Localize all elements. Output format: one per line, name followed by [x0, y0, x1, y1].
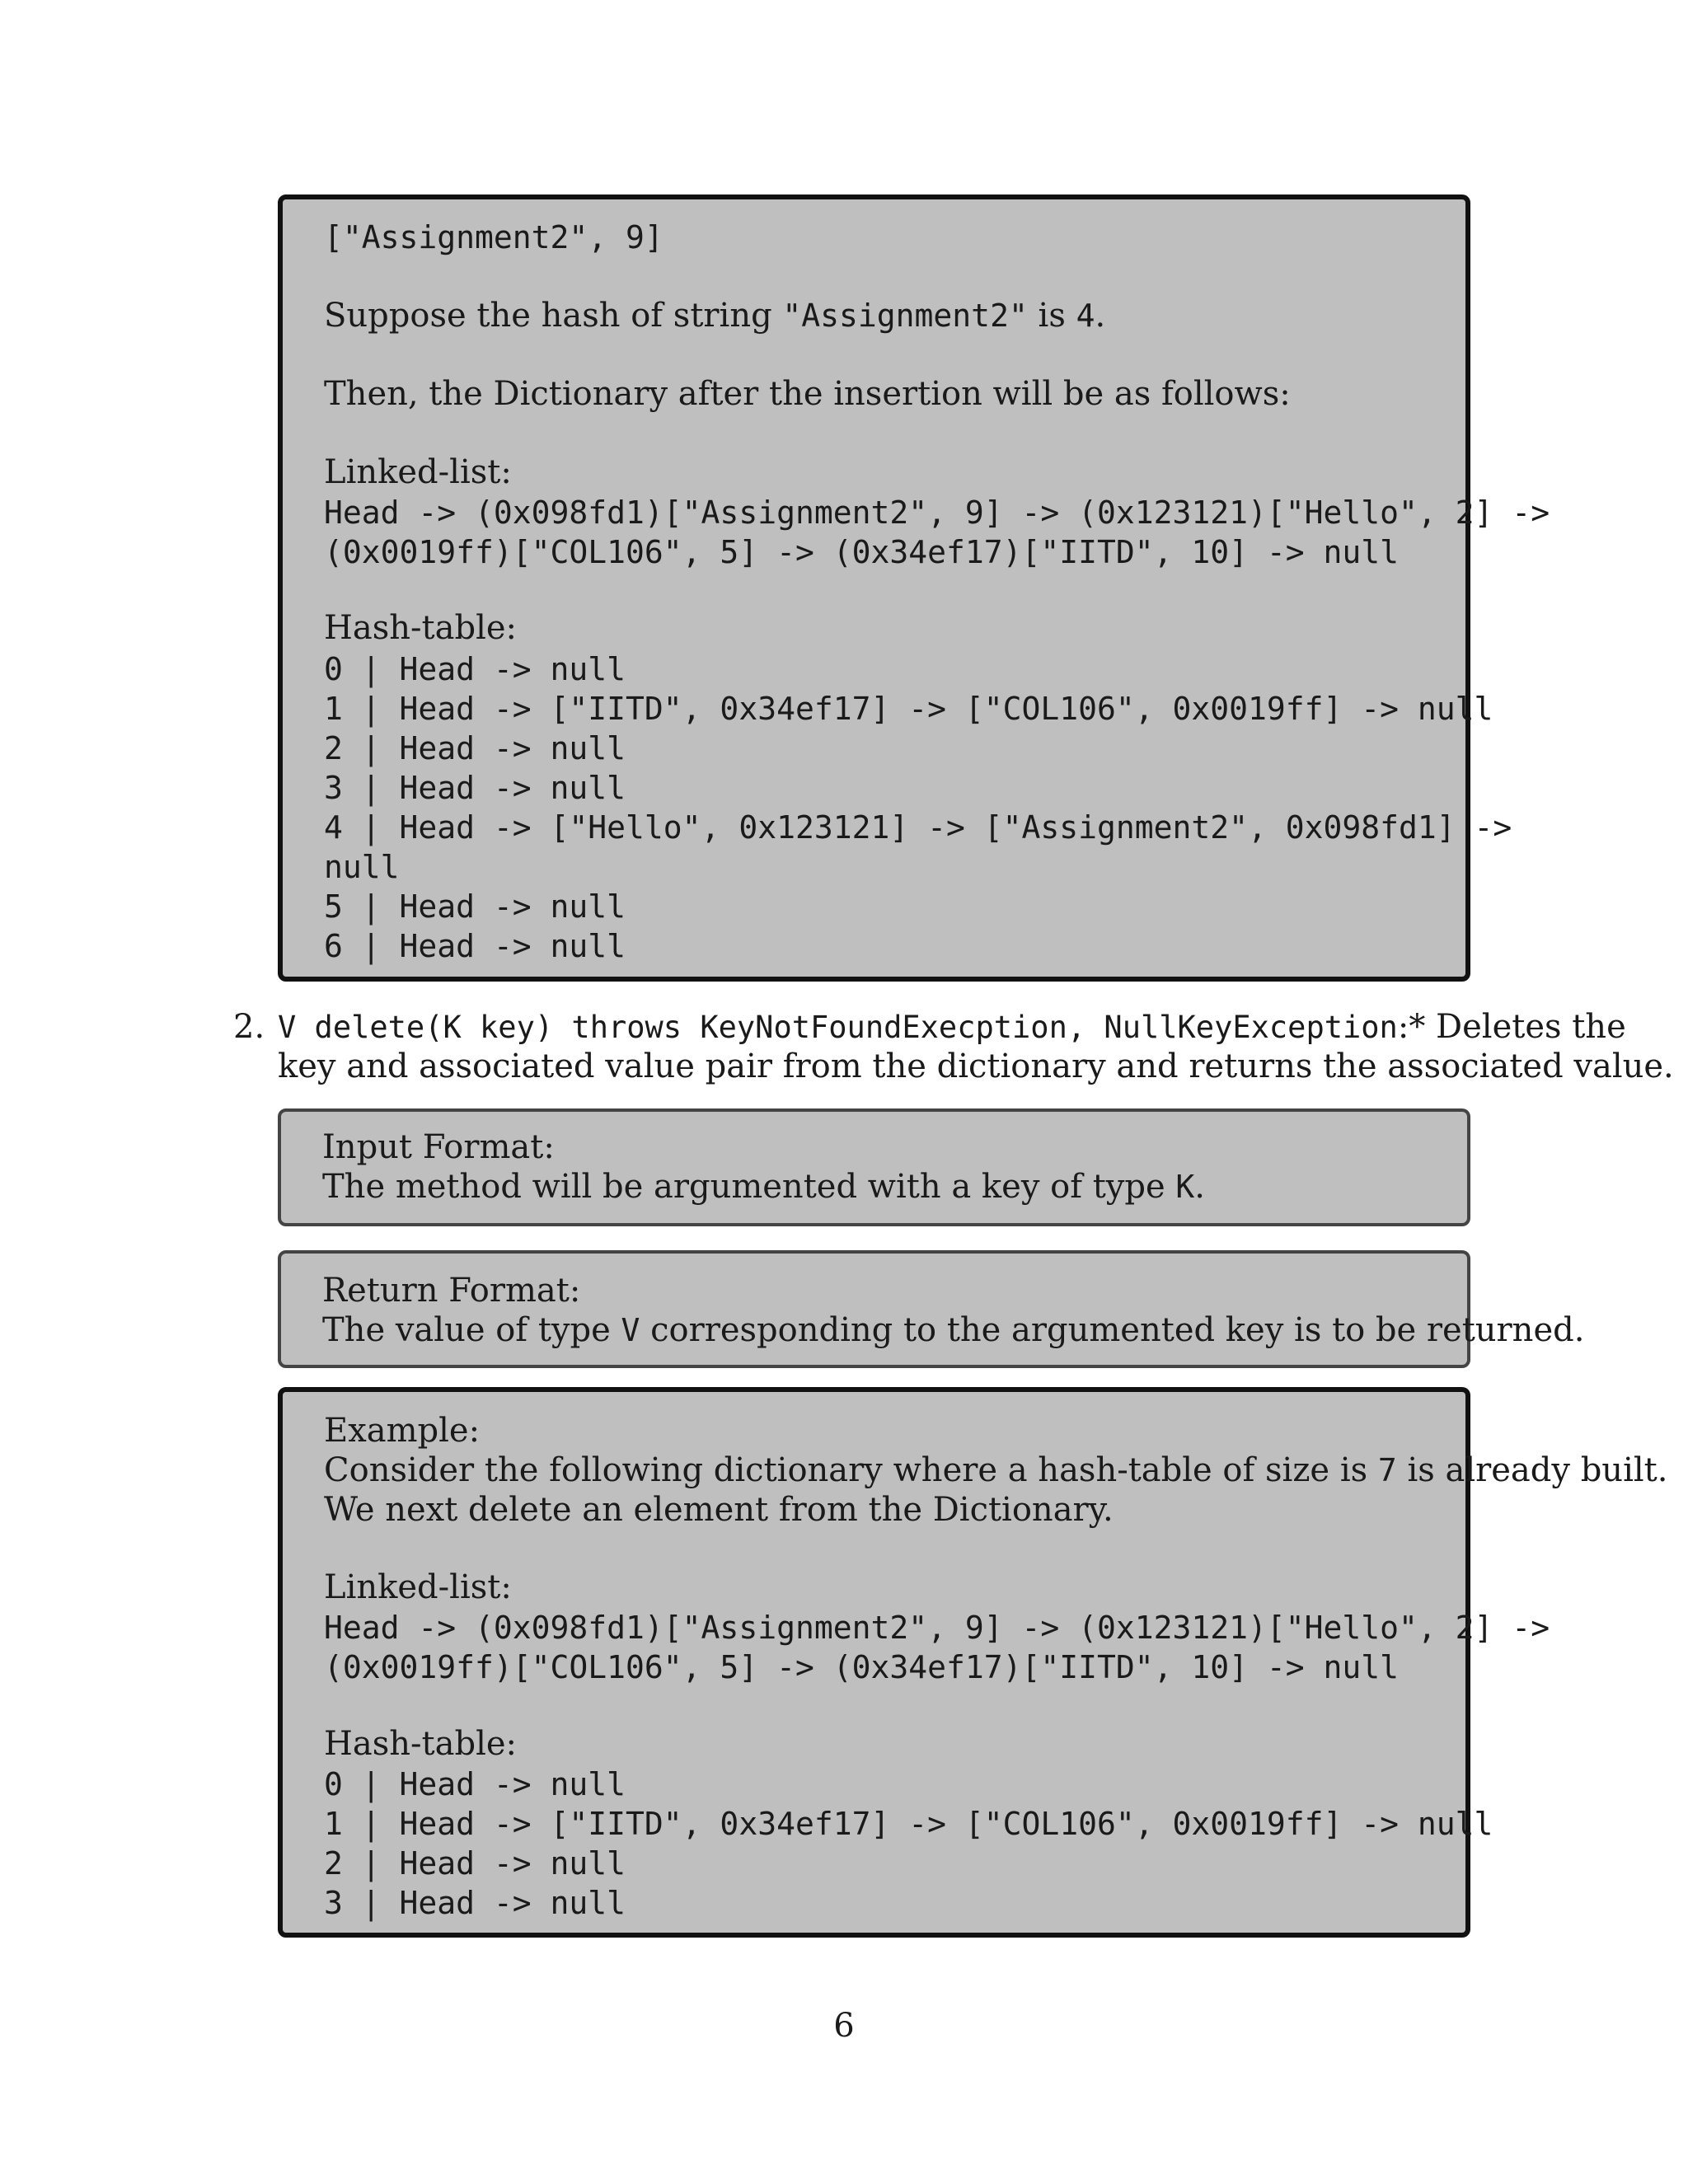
method-description: key and associated value pair from the dictionary and returns the associated value.	[278, 1047, 1674, 1085]
linked-list-line-2: (0x0019ff)["COL106", 5] -> (0x34ef17)["IITD", 10] -> null	[324, 534, 1400, 570]
linked-list-label: Linked-list:	[324, 453, 512, 491]
pair-line: ["Assignment2", 9]	[324, 219, 663, 255]
hash-table-row: null	[324, 849, 400, 885]
return-format-label: Return Format:	[322, 1272, 581, 1310]
method-signature: V delete(K key) throws KeyNotFoundExecption, NullKeyException	[278, 1010, 1398, 1045]
hash-table-row: 6 | Head -> null	[324, 928, 626, 964]
item-number: 2.	[233, 1008, 265, 1046]
linked-list-label: Linked-list:	[324, 1568, 512, 1606]
page-number: 6	[833, 2007, 855, 2045]
return-format-text: The value of type V corresponding to the argumented key is to be returned.	[322, 1311, 1585, 1349]
hash-table-row: 4 | Head -> ["Hello", 0x123121] -> ["Assignment2", 0x098fd1] ->	[324, 809, 1512, 846]
hash-table-row: 5 | Head -> null	[324, 888, 626, 925]
hash-table-row: 2 | Head -> null	[324, 1845, 626, 1882]
return-format-box	[278, 1250, 1585, 1368]
input-format-text: The method will be argumented with a key of type K.	[322, 1168, 1205, 1206]
input-format-label: Input Format:	[322, 1128, 555, 1166]
insert-example-box	[278, 194, 1550, 982]
linked-list-line-1: Head -> (0x098fd1)["Assignment2", 9] -> (0x123121)["Hello", 2] ->	[324, 1610, 1550, 1646]
example-text-2: We next delete an element from the Dictionary.	[324, 1491, 1114, 1529]
example-label: Example:	[324, 1412, 481, 1450]
hash-statement: Suppose the hash of string "Assignment2" is 4.	[324, 297, 1106, 335]
hash-table-row: 1 | Head -> ["IITD", 0x34ef17] -> ["COL106", 0x0019ff] -> null	[324, 691, 1493, 727]
hash-table-row: 3 | Head -> null	[324, 1885, 626, 1921]
hash-table-row: 0 | Head -> null	[324, 1766, 626, 1802]
hash-table-row: 3 | Head -> null	[324, 770, 626, 806]
delete-example-box	[278, 1387, 1668, 1938]
hash-table-label: Hash-table:	[324, 1725, 518, 1763]
linked-list-line-1: Head -> (0x098fd1)["Assignment2", 9] -> (0x123121)["Hello", 2] ->	[324, 494, 1550, 531]
hash-table-row: 0 | Head -> null	[324, 651, 626, 687]
input-format-box	[278, 1108, 1470, 1226]
hash-table-row: 2 | Head -> null	[324, 730, 626, 766]
method-signature-line: V delete(K key) throws KeyNotFoundExecption, NullKeyException:* Deletes the	[278, 1008, 1626, 1046]
example-text-1: Consider the following dictionary where a hash-table of size is 7 is already built.	[324, 1451, 1668, 1489]
hash-table-row: 1 | Head -> ["IITD", 0x34ef17] -> ["COL106", 0x0019ff] -> null	[324, 1806, 1493, 1842]
hash-table-label: Hash-table:	[324, 609, 518, 647]
linked-list-line-2: (0x0019ff)["COL106", 5] -> (0x34ef17)["IITD", 10] -> null	[324, 1649, 1400, 1685]
insertion-statement: Then, the Dictionary after the insertion will be as follows:	[324, 375, 1291, 413]
